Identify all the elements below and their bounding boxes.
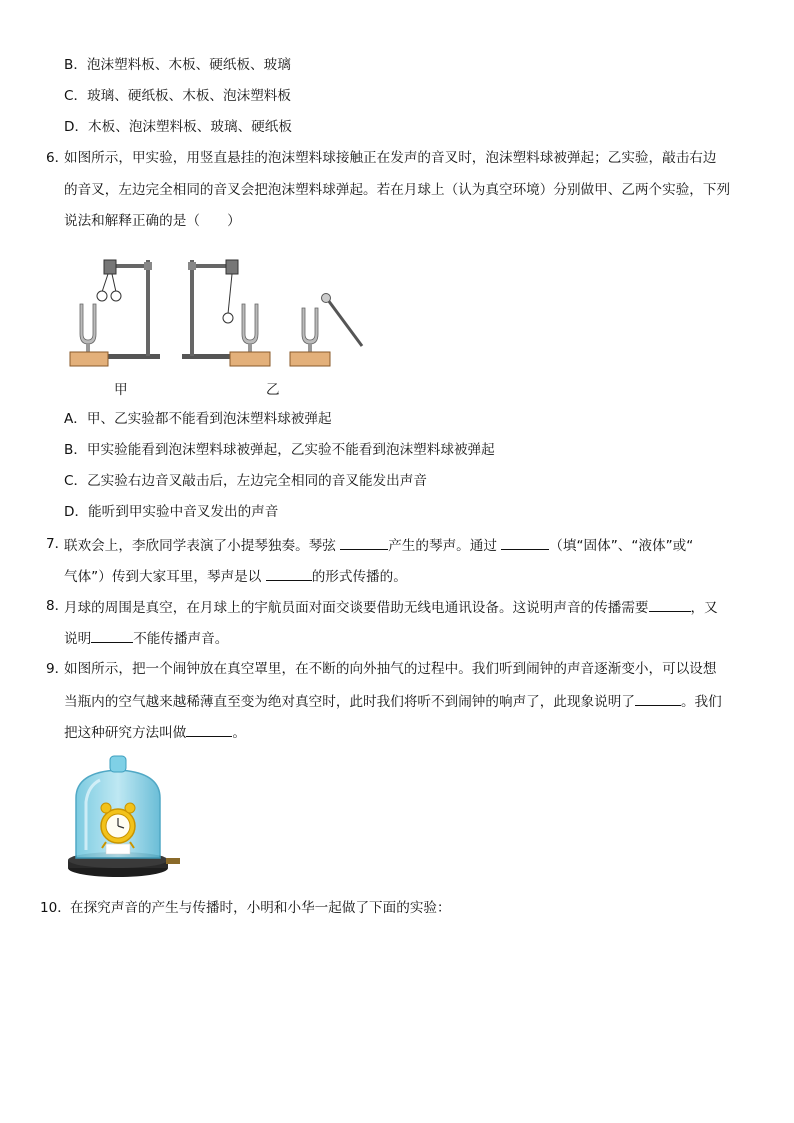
q8-text-c: 说明 (64, 631, 92, 647)
q7-line2 (64, 566, 407, 586)
q7-blank-3[interactable] (266, 566, 312, 581)
q5-option-c: C．玻璃、硬纸板、木板、泡沫塑料板 (64, 88, 291, 104)
q8-number: 8． (46, 598, 69, 614)
q9-text-d: 。 (232, 725, 246, 741)
q6-stem-line1: 如图所示，甲实验，用竖直悬挂的泡沫塑料球接触正在发声的音叉时，泡沫塑料球被弹起；乙实验，敲击右边 (64, 150, 717, 166)
q8-blank-1[interactable] (649, 597, 691, 612)
q9-text-b: 。我们 (680, 694, 722, 710)
q6-option-d: D．能听到甲实验中音叉发出的声音 (64, 504, 279, 520)
q9-line3 (64, 722, 246, 742)
dome-knob (110, 756, 126, 772)
bell-jar-figure (66, 750, 184, 882)
q6-stem-line3: 说法和解释正确的是（ ） (64, 213, 241, 229)
q9-text-c: 把这种研究方法叫做 (64, 725, 187, 741)
q9-line1: 如图所示，把一个闹钟放在真空罩里，在不断的向外抽气的过程中。我们听到闹钟的声音逐渐变小，可以设想 (64, 661, 717, 677)
q6-option-b: B．甲实验能看到泡沫塑料球被弹起，乙实验不能看到泡沫塑料球被弹起 (64, 442, 495, 458)
q5-option-b: B．泡沫塑料板、木板、硬纸板、玻璃 (64, 57, 291, 73)
q5-option-d: D．木板、泡沫塑料板、玻璃、硬纸板 (64, 119, 292, 135)
stand-pole-jia (146, 260, 150, 356)
wood-block-yi-left (230, 352, 270, 366)
q7-number: 7． (46, 536, 69, 552)
tuning-fork-jia (80, 304, 96, 344)
q10-number: 10． (40, 900, 71, 916)
mallet (328, 300, 362, 346)
wood-block-jia (70, 352, 108, 366)
q8-text-d: 不能传播声音。 (133, 631, 229, 647)
tuning-fork-figure (66, 248, 376, 378)
q6-option-c: C．乙实验右边音叉敲击后，左边完全相同的音叉能发出声音 (64, 473, 427, 489)
q7-blank-1[interactable] (340, 535, 388, 550)
foam-ball-yi (223, 313, 233, 323)
q6-option-a: A．甲、乙实验都不能看到泡沫塑料球被弹起 (64, 411, 332, 427)
q6-stem-line2: 的音叉，左边完全相同的音叉会把泡沫塑料球弹起。若在月球上（认为真空环境）分别做甲、乙两个实验，下列 (64, 182, 731, 198)
q7-text-e: 的形式传播的。 (311, 569, 407, 585)
q7-text-d: 气体”）传到大家耳里，琴声是以 (64, 569, 266, 585)
q7-text-a: 联欢会上，李欣同学表演了小提琴独奏。琴弦 (64, 538, 341, 554)
fig-label-jia: 甲 (114, 382, 128, 398)
stand-pole-yi (190, 260, 194, 356)
q8-line2 (64, 628, 228, 648)
q7-text-b: 产生的琴声。通过 (388, 538, 502, 554)
foam-ball-jia (97, 291, 107, 301)
q6-number: 6． (46, 150, 69, 166)
q7-blank-2[interactable] (501, 535, 549, 550)
q8-blank-2[interactable] (91, 628, 133, 643)
stand-base-jia (106, 354, 160, 359)
q9-blank-1[interactable] (635, 691, 681, 706)
q9-text-a: 当瓶内的空气越来越稀薄直至变为绝对真空时，此时我们将听不到闹钟的响声了，此现象说明了 (64, 694, 635, 710)
tuning-fork-yi-left (242, 304, 258, 344)
q8-text-a: 月球的周围是真空，在月球上的宇航员面对面交谈要借助无线电通讯设备。这说明声音的传播需要 (64, 600, 649, 616)
tuning-fork-yi-right (302, 308, 318, 344)
q8-text-b: ，又 (690, 600, 718, 616)
air-valve (166, 858, 180, 864)
q8-line1 (64, 597, 718, 617)
q7-text-c: （填“固体”、“液体”或“ (549, 538, 694, 554)
q10-line1: 在探究声音的产生与传播时，小明和小华一起做了下面的实验： (70, 900, 451, 916)
wood-block-yi-right (290, 352, 330, 366)
fig-label-yi: 乙 (266, 382, 280, 398)
q9-blank-2[interactable] (186, 722, 232, 737)
q7-line1 (64, 535, 693, 555)
q9-line2 (64, 691, 722, 711)
q9-number: 9． (46, 661, 69, 677)
